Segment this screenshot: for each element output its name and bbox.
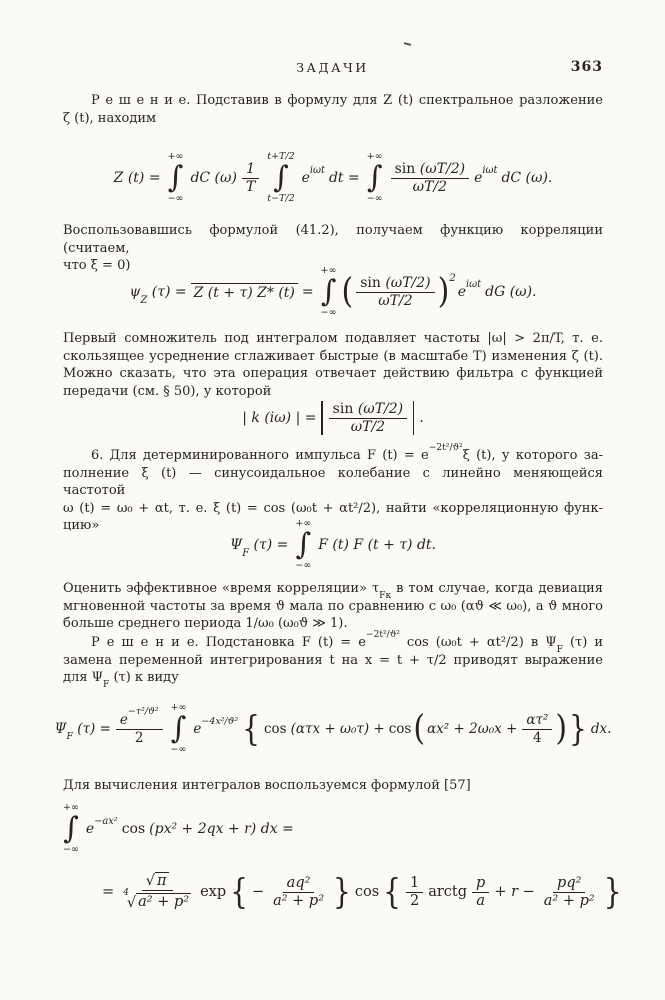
formula-table-integral-result xyxy=(100,860,620,924)
text-line: Первый сомножитель под интегралом подавляет частоты |ω| > 2π/T, т. е. xyxy=(63,331,603,346)
integral xyxy=(321,266,337,318)
cos-function: cos xyxy=(121,821,146,837)
text-line: Р е ш е н и е. Подстановка F $(t) = e^{-2t^2/ϑ^2}$ cos (ω₀t + αt²/2) в $\Psi_F$ (τ) и xyxy=(91,630,604,656)
fraction-alpha-tau xyxy=(522,713,552,746)
psi-f: $\Psi_F$ (τ) = xyxy=(229,537,289,559)
cos-function: cos xyxy=(388,721,412,737)
differential-dx: dx. xyxy=(590,721,612,737)
fraction-numerator: sin (ωT/2) xyxy=(391,162,469,179)
exponent: −τ²/ϑ² xyxy=(127,706,159,718)
right-brace: } xyxy=(333,870,351,912)
text-line: мгновенной частоты за время ϑ мала по сравнению с ω₀ (αϑ ≪ ω₀), а ϑ много xyxy=(63,598,603,614)
fraction-radical xyxy=(119,874,195,911)
page-number: 363 xyxy=(570,59,603,75)
integral-limit-top: +∞ xyxy=(170,702,187,713)
exponent: iωt xyxy=(466,278,482,290)
arctg-function: arctg xyxy=(428,884,468,900)
integrand: (px² + 2qx + r) dx = xyxy=(149,821,294,837)
exponent: −2t²/ϑ² xyxy=(428,443,463,454)
text-line: Можно сказать, что эта операция отвечает действию фильтра с функцией xyxy=(63,366,603,382)
exponent: iωt xyxy=(309,164,325,176)
exp-function: exp xyxy=(200,884,227,900)
fraction-denominator: ωT/2 xyxy=(378,292,413,309)
integral-sign: ∫ xyxy=(295,527,312,562)
text-line: ζ (t), находим xyxy=(63,110,157,126)
integral-limit-bottom: −∞ xyxy=(170,744,187,755)
integral-sign: ∫ xyxy=(167,160,184,195)
text-line: для $\Psi_F$ (τ) к виду xyxy=(63,670,179,691)
text-line: замена переменной интегрирования t на x = t + τ/2 приводят выражение xyxy=(63,652,603,668)
integral-limit-bottom: −∞ xyxy=(295,560,312,571)
fraction-denominator xyxy=(119,887,195,911)
fraction-numerator: sin (ωT/2) xyxy=(329,402,407,419)
integral xyxy=(63,803,79,855)
root-index: 4 xyxy=(123,887,129,898)
integral-limit-top: +∞ xyxy=(295,518,312,529)
fraction-denominator: a xyxy=(476,892,485,909)
fraction-sinc xyxy=(329,402,407,435)
integral-limit-bottom: −∞ xyxy=(320,307,337,318)
fraction-denominator: 2 xyxy=(409,892,420,909)
exponent: iωt xyxy=(482,164,498,176)
abs-bar-left xyxy=(321,401,322,435)
integral-limit-top: +∞ xyxy=(366,151,383,162)
text-line: передачи (см. § 50), у которой xyxy=(63,383,272,399)
text-line: больше среднего периода 1/ω₀ (ω₀ϑ ≫ 1). xyxy=(63,616,348,632)
exponential: $e^{i\omega t}$ xyxy=(301,164,325,186)
integral-sign: ∫ xyxy=(366,160,383,195)
subscript: Fк xyxy=(379,591,392,602)
fraction-denominator: a² + p² xyxy=(273,892,325,909)
subscript: F xyxy=(66,731,73,743)
right-brace: } xyxy=(603,870,622,912)
differential-dt: dt = xyxy=(328,170,360,186)
fraction-denominator: ωT/2 xyxy=(412,178,448,195)
exponent: −2t²/ϑ² xyxy=(365,630,400,641)
subscript: F xyxy=(556,645,563,656)
fraction-denominator: ωT/2 xyxy=(350,418,386,435)
text-line: полнение ξ (t) — синусоидальное колебание с линейно меняющейся частотой xyxy=(63,465,603,499)
radical-sign: √ xyxy=(145,872,155,889)
text-line: Для вычисления интегралов воспользуемся формулой [57] xyxy=(63,778,471,793)
exponential: $e^{i\omega t}$ xyxy=(474,164,498,186)
fraction-numerator: ατ² xyxy=(522,713,552,730)
formula-psiF-expanded xyxy=(54,692,612,766)
integral-sign: ∫ xyxy=(170,711,187,746)
integral-limit-top: +∞ xyxy=(63,802,79,813)
formula-zt-spectral xyxy=(63,140,603,216)
fraction-numerator: $e^{-\tau^2/ϑ^2}$ xyxy=(116,713,163,730)
inner-argument: αx² + 2ω₀x + xyxy=(427,721,518,737)
left-brace: { xyxy=(230,870,248,912)
subscript: F xyxy=(242,547,250,559)
cos-argument: (ατx + ω₀τ) + xyxy=(290,721,385,737)
fraction-numerator: p xyxy=(472,876,489,893)
left-brace: { xyxy=(242,707,260,749)
fraction-sinc xyxy=(356,276,434,309)
scan-artifact-dash xyxy=(404,42,411,46)
equals: = xyxy=(301,284,314,300)
text-line: ω (t) = ω₀ + αt, т. е. ξ (t) = cos (ω₀t + αt²/2), найти «корреляционную функ- xyxy=(63,500,603,516)
paragraph-table-formula xyxy=(63,777,603,795)
radicand-pi: π xyxy=(156,872,167,889)
fraction-denominator: 2 xyxy=(134,729,144,746)
exponent: −ax² xyxy=(94,815,118,827)
integral xyxy=(295,519,311,571)
integral-sign: ∫ xyxy=(63,811,79,846)
time-average-overline: Z (t + τ) Z* (t) xyxy=(191,283,298,301)
paragraph-solution5 xyxy=(63,92,603,127)
text-line: Оценить эффективное «время корреляции» $\tau_{Fк}$ в том случае, когда девиация xyxy=(63,581,603,602)
integral-limit-top: +∞ xyxy=(167,151,184,162)
integral xyxy=(367,152,383,204)
integral-sign: ∫ xyxy=(320,274,337,309)
fraction-sinc xyxy=(391,162,469,195)
fraction-pa xyxy=(472,876,489,909)
paragraph-solution6 xyxy=(63,630,604,691)
psi-f: $\Psi_F$ (τ) = xyxy=(54,721,111,743)
paragraph-estimate xyxy=(63,580,603,633)
text-line: Воспользовавшись формулой (41.2), получаем функцию корреляции (считаем, xyxy=(63,223,603,256)
minus-sign: − xyxy=(251,884,265,900)
integral-limit-top: t+T/2 xyxy=(267,151,295,162)
text-line: скользящее усреднение сглаживает быстрые (в масштабе T) изменения ζ (t). xyxy=(63,348,603,364)
text-line: 6. Для детерминированного импульса F $(t) = e^{-2t^2/ϑ^2}\xi$ (t), у которого за- xyxy=(91,443,604,463)
left-paren: ( xyxy=(341,271,354,312)
text-line: Р е ш е н и е. Подставив в формулу для Z (t) спектральное разложение xyxy=(91,93,603,108)
running-head: ЗАДАЧИ xyxy=(296,60,369,75)
integral-limit-bottom: t−T/2 xyxy=(267,193,295,204)
formula-tail: dG (ω). xyxy=(485,284,537,300)
text-line: цию» xyxy=(63,518,100,534)
exponential: $e^{-4x^2/ϑ^2}$ xyxy=(193,715,239,737)
formula-lhs: | k (iω) | = xyxy=(242,410,317,426)
cos-function: cos xyxy=(354,884,380,900)
right-paren: ) xyxy=(555,708,568,749)
fraction-aq xyxy=(269,876,328,909)
right-brace: } xyxy=(569,707,587,749)
paragraph-filter xyxy=(63,330,603,400)
integral xyxy=(168,152,184,204)
formula-lhs: Z (t) = xyxy=(113,170,161,186)
left-brace: { xyxy=(383,870,401,912)
fraction-numerator: sin (ωT/2) xyxy=(356,276,434,293)
cos-function: cos xyxy=(263,721,287,737)
text-line: что ξ̄ = 0) xyxy=(63,258,131,274)
radical-sign: √ xyxy=(126,894,137,911)
integrand: F (t) F (t + τ) dt. xyxy=(318,537,437,553)
fraction-denominator: a² + p² xyxy=(543,892,595,909)
period: . xyxy=(419,410,424,426)
fraction-numerator: pq² xyxy=(553,876,585,893)
exponential: $e^{i\omega t}$ xyxy=(457,278,482,300)
differential-dc: dC (ω) xyxy=(190,170,237,186)
integral-limit-bottom: −∞ xyxy=(63,844,79,855)
integral-limit-bottom: −∞ xyxy=(366,193,383,204)
formula-filter-gain xyxy=(63,394,603,442)
exponent: −4x²/ϑ² xyxy=(201,715,239,727)
fraction-numerator: aq² xyxy=(283,876,315,893)
integral-limit-bottom: −∞ xyxy=(167,193,184,204)
exponential: $e^{-ax^2}$ xyxy=(85,815,118,837)
fraction-numerator xyxy=(142,874,173,891)
integral xyxy=(171,703,187,755)
middle-terms: + r − xyxy=(494,884,535,900)
subscript: Z xyxy=(140,294,148,306)
radicand: a² + p² xyxy=(138,894,190,911)
abs-bar-right xyxy=(413,401,414,435)
equals: = xyxy=(102,884,115,900)
fraction-numerator: 1 xyxy=(242,162,259,179)
left-paren: ( xyxy=(413,708,426,749)
right-paren: ) xyxy=(437,271,450,312)
integral-limit-top: +∞ xyxy=(320,265,337,276)
fraction-denominator: 4 xyxy=(533,729,542,746)
subscript: F xyxy=(103,680,110,691)
fraction-numerator: 1 xyxy=(406,876,423,893)
formula-table-integral xyxy=(63,794,603,864)
fraction-half xyxy=(406,876,423,909)
fraction-denominator: T xyxy=(245,178,256,195)
psi-z: $\psi_Z$ (τ) = xyxy=(129,284,187,306)
formula-tail: dC (ω). xyxy=(501,170,553,186)
integral xyxy=(267,152,294,204)
power-2: 2 xyxy=(449,272,456,284)
integral-sign: ∫ xyxy=(273,160,289,195)
fraction xyxy=(242,162,259,195)
formula-correlation-psi xyxy=(63,256,603,328)
formula-task6-correlation xyxy=(63,510,603,580)
fraction-pq xyxy=(540,876,599,909)
